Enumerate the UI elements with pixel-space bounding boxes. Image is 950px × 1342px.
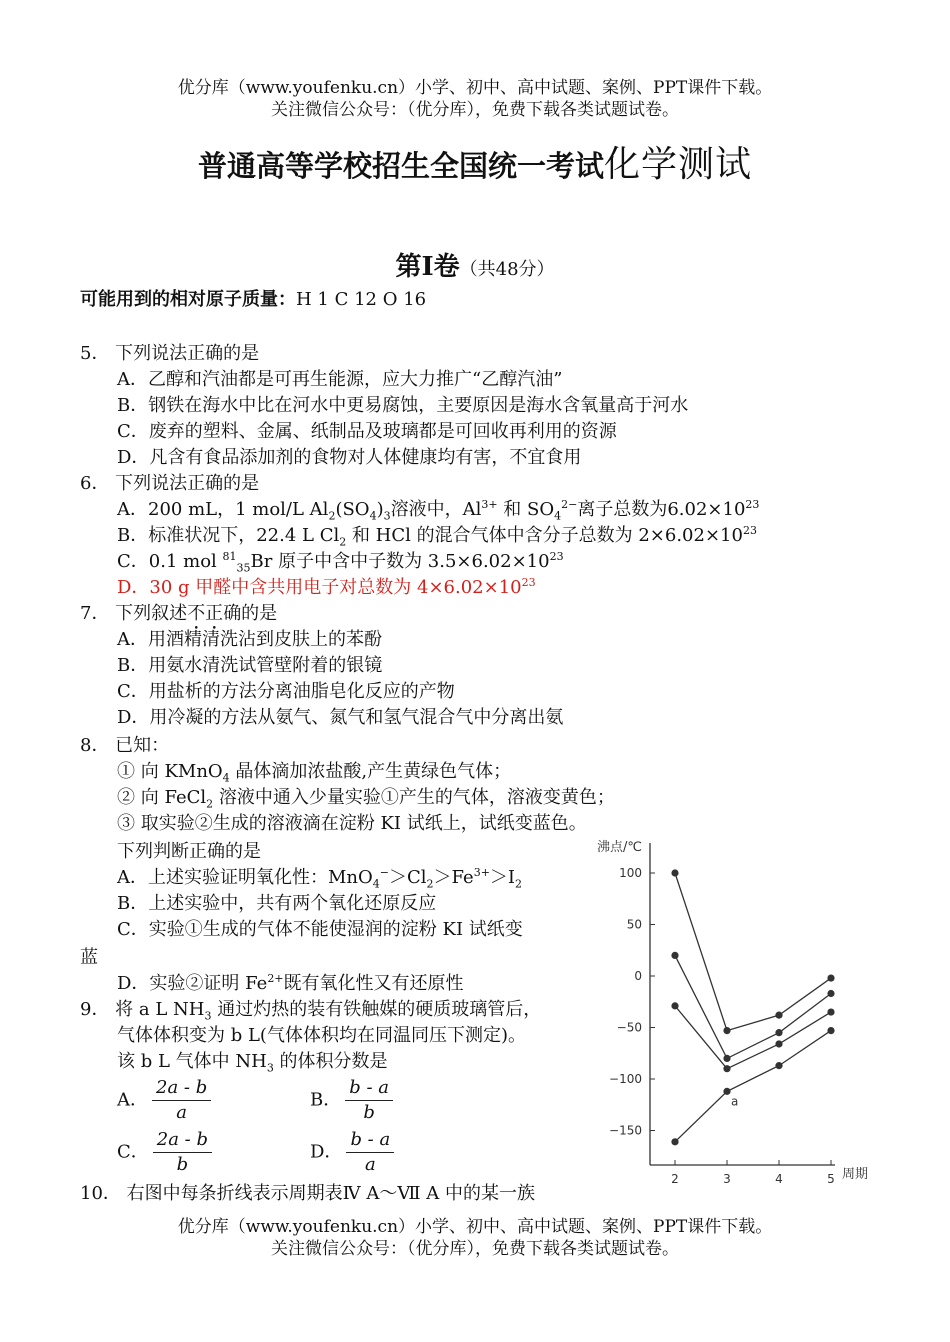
series-2-point xyxy=(723,1055,730,1062)
x-tick-label: 4 xyxy=(775,1172,783,1186)
series-2-point xyxy=(671,952,678,959)
footer-line-1: 优分库（www.youfenku.cn）小学、初中、高中试题、案例、PPT课件下载。 xyxy=(177,1217,773,1237)
series-line-1 xyxy=(675,873,831,1031)
series-line-2 xyxy=(675,955,831,1058)
q8-item-3: ③ 取实验②生成的溶液滴在淀粉 KI 试纸上，试纸变蓝色。 xyxy=(117,813,587,834)
series-2-point xyxy=(827,990,834,997)
series-3-point xyxy=(671,1002,678,1009)
q8-judge: 下列判断正确的是 xyxy=(117,841,261,862)
y-tick-label: 50 xyxy=(626,917,642,932)
y-tick-label: 0 xyxy=(634,969,642,983)
y-tick-label: −150 xyxy=(609,1123,642,1138)
q7-stem: 7． 下列叙述不正确的是 xyxy=(80,603,278,624)
series-2-point xyxy=(775,1029,782,1036)
section-name: 第Ⅰ卷 xyxy=(395,252,460,282)
series-4-point xyxy=(723,1088,730,1095)
title-big: 化学测试 xyxy=(604,144,753,185)
annotation-a: a xyxy=(731,1094,739,1109)
q7-option-b: B．用氨水清洗试管壁附着的银镜 xyxy=(117,655,383,676)
y-tick-label: −50 xyxy=(616,1020,642,1035)
page-title xyxy=(0,136,950,187)
q8-item-1: ① 向 KMnO$_4$ 晶体滴加浓盐酸,产生黄绿色气体； xyxy=(117,761,512,785)
q5-stem: 5． 下列说法正确的是 xyxy=(80,343,260,364)
emphasis-not: 不正 xyxy=(187,603,224,624)
q8-item-2: ② 向 FeCl$_2$ 溶液中通入少量实验①产生的气体，溶液变黄色； xyxy=(117,787,615,811)
y-tick-label: −100 xyxy=(609,1072,642,1086)
x-axis-label: 周期 xyxy=(842,1167,869,1182)
series-4-point xyxy=(775,1062,782,1069)
q9-option-b: B． $\frac{b - a}{b}$ xyxy=(310,1076,393,1125)
series-3-point xyxy=(723,1065,730,1072)
x-tick-label: 5 xyxy=(827,1172,835,1186)
q8-option-b: B．上述实验中，共有两个氧化还原反应 xyxy=(117,893,437,914)
q7-option-d: D．用冷凝的方法从氨气、氮气和氢气混合气中分离出氨 xyxy=(117,707,564,728)
atomic-mass-label: 可能用到的相对原子质量： xyxy=(80,289,296,310)
series-1-point xyxy=(723,1027,730,1034)
series-4-point xyxy=(827,1027,834,1034)
q6-option-d: D．30 g 甲醛中含共用电子对总数为 $4\times 6.02\times 10^{23}$ xyxy=(117,576,536,598)
q6-stem: 6． 下列说法正确的是 xyxy=(80,473,260,494)
series-4-point xyxy=(671,1138,678,1145)
q8-option-a: A．上述实验证明氧化性：$MnO_4^->Cl_2>Fe^{3+}>I_2$ xyxy=(117,866,523,891)
q6-option-a: A．200 mL，1 mol/L $Al_2(SO_4)_3$溶液中，$Al^{3+}$ 和 $SO_4^{2-}$离子总数为$6.02\times 10^{23}$ xyxy=(117,498,760,523)
q7-option-c: C．用盐析的方法分离油脂皂化反应的产物 xyxy=(117,681,455,702)
q8-option-c-wrap: 蓝 xyxy=(80,947,98,968)
series-3-point xyxy=(827,1008,834,1015)
section-heading xyxy=(0,246,950,283)
q9-option-a: A． $\frac{2a - b}{a}$ xyxy=(117,1076,211,1125)
title-main: 普通高等学校招生全国统一考试 xyxy=(197,149,604,183)
q5-option-b: B．钢铁在海水中比在河水中更易腐蚀，主要原因是海水含氧量高于河水 xyxy=(117,395,689,416)
q5-option-d: D．凡含有食品添加剂的食物对人体健康均有害，不宜食用 xyxy=(117,447,582,468)
q9-option-c: C． $\frac{2a - b}{b}$ xyxy=(117,1128,212,1177)
series-3-point xyxy=(775,1040,782,1047)
footer-line-2: 关注微信公众号：（优分库），免费下载各类试题试卷。 xyxy=(271,1239,679,1259)
atomic-mass-line xyxy=(80,288,426,312)
q9-line-3: 该 b L 气体中 $NH_3$ 的体积分数是 xyxy=(117,1051,388,1075)
q5-option-c: C．废弃的塑料、金属、纸制品及玻璃都是可回收再利用的资源 xyxy=(117,421,617,442)
q9-option-d: D． $\frac{b - a}{a}$ xyxy=(310,1128,394,1177)
q10-stem: 10． 右图中每条折线表示周期表Ⅳ A～Ⅶ A 中的某一族 xyxy=(80,1183,535,1204)
q6-option-b: B．标准状况下，22.4 L $Cl_2$ 和 HCl 的混合气体中含分子总数为 $2\times 6.02\times 10^{23}$ xyxy=(117,524,757,549)
q6-option-c: C．0.1 mol $^{81}_{35}$Br 原子中含中子数为 $3.5\times 6.02\times 10^{23}$ xyxy=(117,550,564,575)
q9-line-2: 气体体积变为 b L(气体体积均在同温同压下测定)。 xyxy=(117,1025,526,1046)
y-tick-label: 100 xyxy=(619,866,642,880)
q8-option-d: D．实验②证明 $Fe^{2+}$既有氧化性又有还原性 xyxy=(117,972,464,994)
series-1-point xyxy=(671,869,678,876)
q8-stem: 8． 已知： xyxy=(80,735,170,756)
series-1-point xyxy=(775,1012,782,1019)
series-1-point xyxy=(827,974,834,981)
q9-line-1: 9． 将 a L $NH_3$ 通过灼热的装有铁触媒的硬质玻璃管后， xyxy=(80,999,542,1023)
atomic-mass-values: H 1 C 12 O 16 xyxy=(296,289,427,310)
q8-option-c: C．实验①生成的气体不能使湿润的淀粉 KI 试纸变 xyxy=(117,919,523,940)
q7-option-a: A．用酒精清洗沾到皮肤上的苯酚 xyxy=(117,629,382,650)
y-axis-label: 沸点/℃ xyxy=(597,840,642,855)
series-line-4 xyxy=(675,1031,831,1142)
header-line-2: 关注微信公众号：（优分库），免费下载各类试题试卷。 xyxy=(271,100,679,120)
x-tick-label: 3 xyxy=(723,1172,731,1186)
x-tick-label: 2 xyxy=(671,1172,679,1186)
boiling-point-chart xyxy=(585,835,885,1190)
section-note: （共48分） xyxy=(459,259,555,280)
series-line-3 xyxy=(675,1006,831,1069)
q5-option-a: A．乙醇和汽油都是可再生能源，应大力推广“乙醇汽油” xyxy=(117,369,563,390)
header-line-1: 优分库（www.youfenku.cn）小学、初中、高中试题、案例、PPT课件下载。 xyxy=(177,78,773,98)
